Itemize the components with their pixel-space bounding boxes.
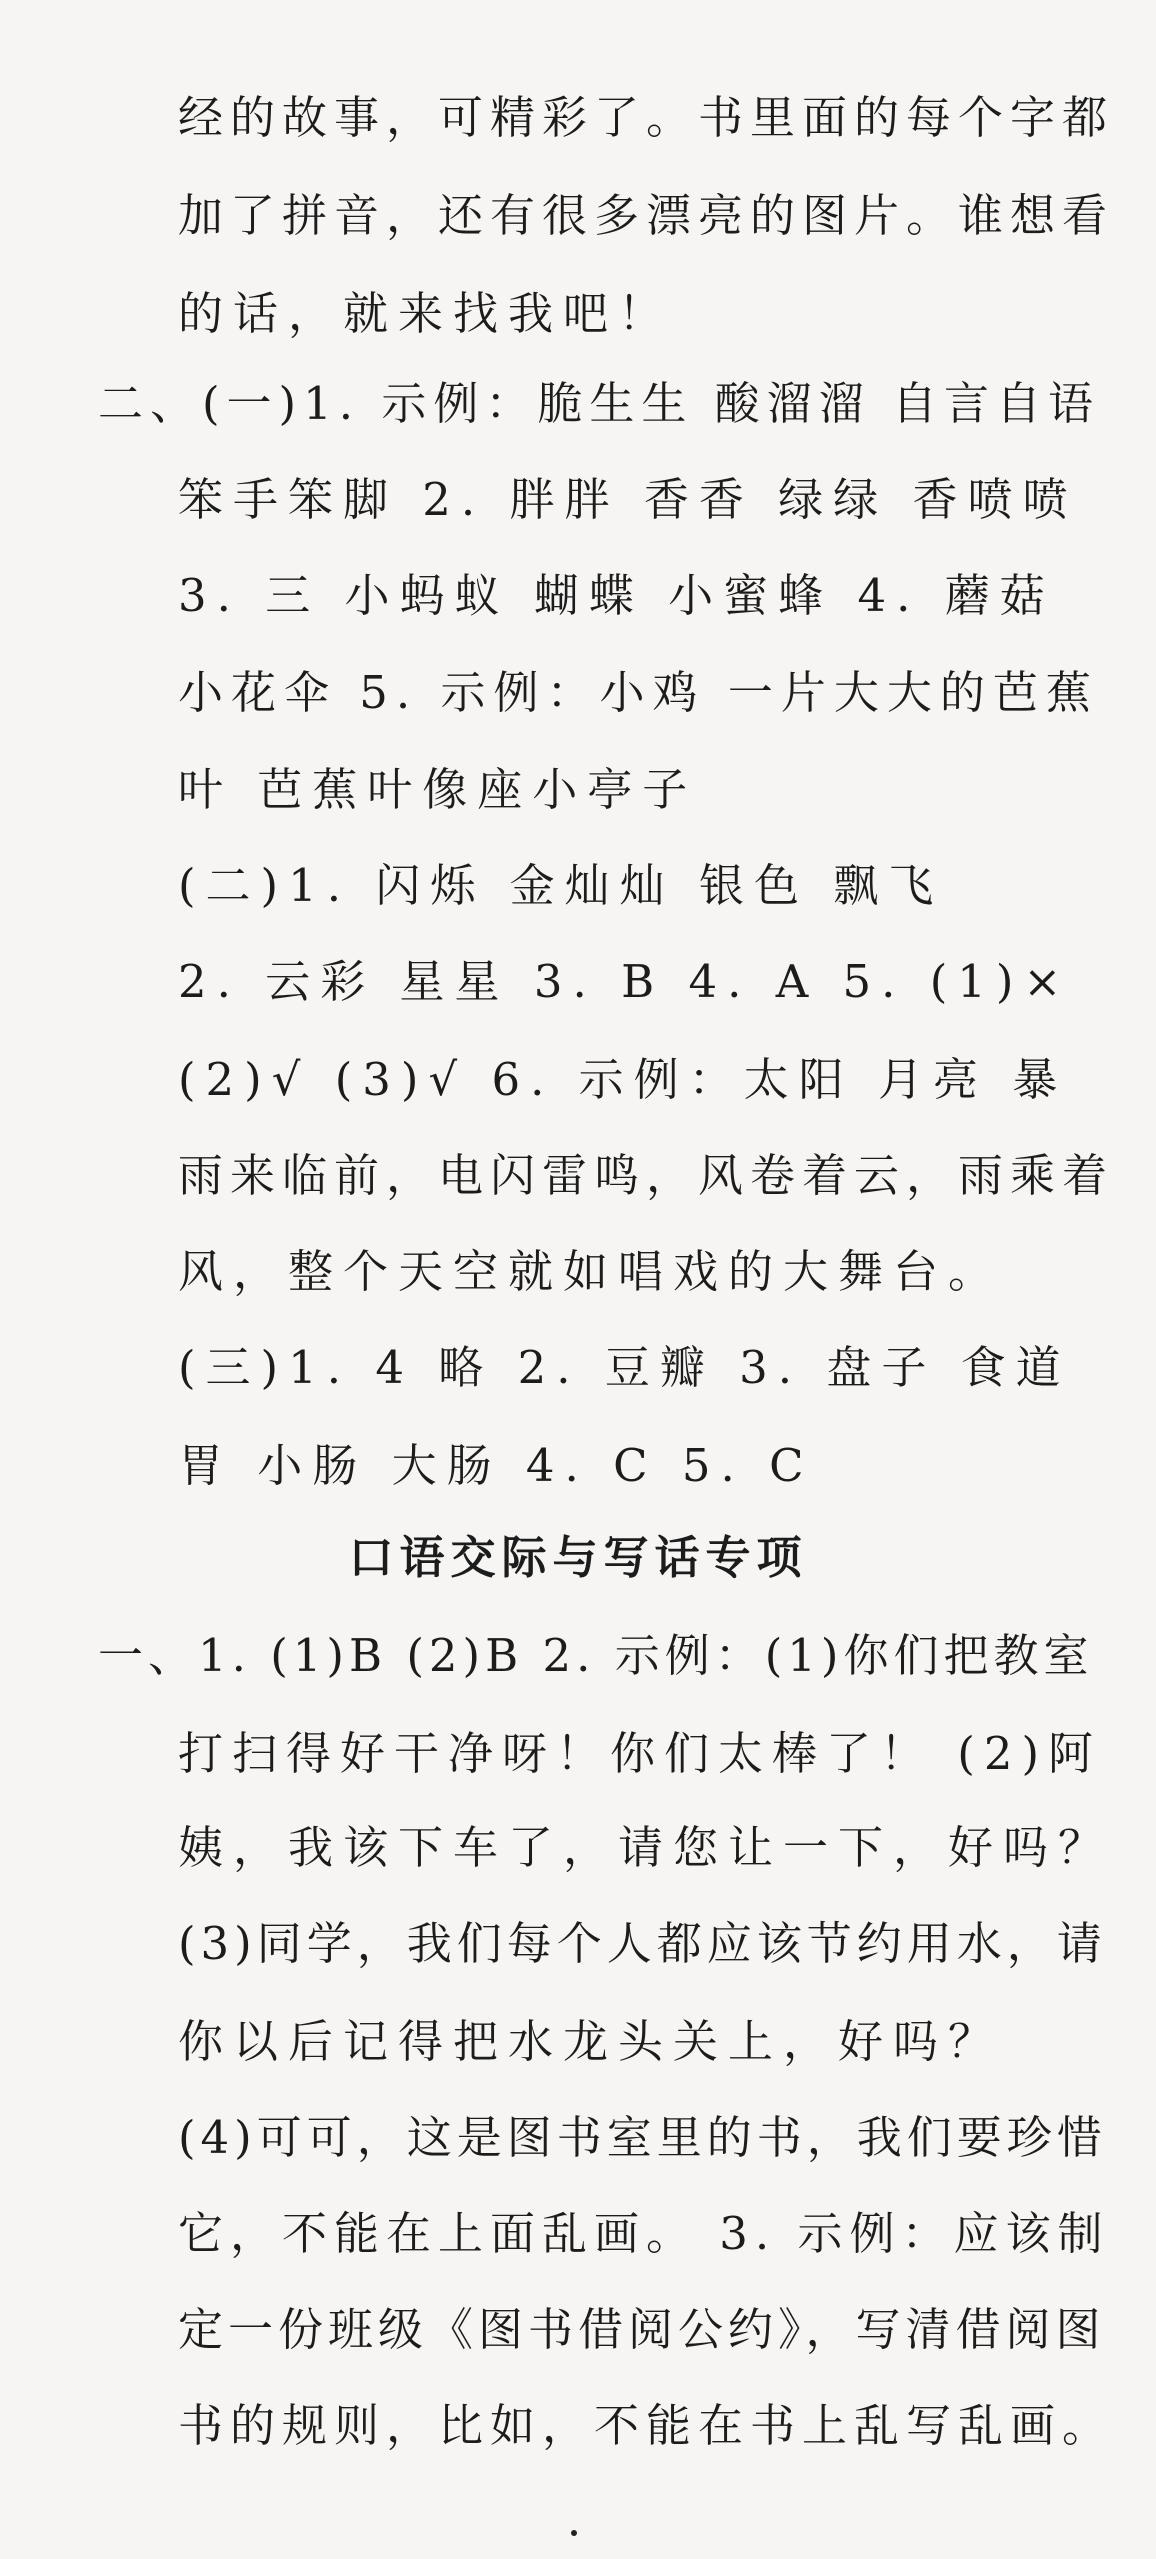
text-line-6: 3. 三 小蚂蚁 蝴蝶 小蜜蜂 4. 蘑菇 <box>178 569 1055 622</box>
text-line-10: 2. 云彩 星星 3. B 4. A 5. (1)× <box>178 955 1072 1008</box>
text-line-4: 二、(一)1. 示例：脆生生 酸溜溜 自言自语 <box>98 377 1100 430</box>
text-line-14: (三)1. 4 略 2. 豆瓣 3. 盘子 食道 <box>178 1341 1071 1394</box>
text-line-24: 书的规则，比如，不能在书上乱写乱画。 <box>178 2399 1115 2452</box>
text-line-18: 姨，我该下车了，请您让一下，好吗？ <box>178 1821 1114 1874</box>
text-line-3: 的话，就来找我吧！ <box>178 287 674 340</box>
text-line-8: 叶 芭蕉叶像座小亭子 <box>178 763 698 816</box>
text-line-7: 小花伞 5. 示例：小鸡 一片大大的芭蕉 <box>178 666 1099 719</box>
text-line-16: 一、1. (1)B (2)B 2. 示例：(1)你们把教室 <box>98 1629 1094 1682</box>
text-line-9: (二)1. 闪烁 金灿灿 银色 飘飞 <box>178 859 944 912</box>
text-line-11: (2)√ (3)√ 6. 示例：太阳 月亮 暴 <box>178 1053 1068 1106</box>
text-line-21: (4)可可，这是图书室里的书，我们要珍惜 <box>178 2111 1107 2164</box>
text-line-19: (3)同学，我们每个人都应该节约用水，请 <box>178 1917 1107 1970</box>
text-line-22: 它，不能在上面乱画。 3. 示例：应该制 <box>178 2207 1110 2260</box>
text-line-2: 加了拼音，还有很多漂亮的图片。谁想看 <box>178 189 1115 242</box>
text-line-13: 风，整个天空就如唱戏的大舞台。 <box>178 1245 1004 1298</box>
text-line-15: 胃 小肠 大肠 4. C 5. C <box>178 1439 814 1492</box>
text-line-12: 雨来临前，电闪雷鸣，风卷着云，雨乘着 <box>178 1149 1115 1202</box>
text-line-23: 定一份班级《图书借阅公约》，写清借阅图 <box>178 2303 1106 2356</box>
text-line-5: 笨手笨脚 2. 胖胖 香香 绿绿 香喷喷 <box>178 473 1078 526</box>
page-dot <box>571 2530 577 2536</box>
text-line-20: 你以后记得把水龙头关上，好吗？ <box>178 2015 1004 2068</box>
text-line-17: 打扫得好干净呀！你们太棒了！ (2)阿 <box>178 1727 1103 1780</box>
section-title: 口语交际与写话专项 <box>348 1531 808 1584</box>
text-line-1: 经的故事，可精彩了。书里面的每个字都 <box>178 91 1115 144</box>
